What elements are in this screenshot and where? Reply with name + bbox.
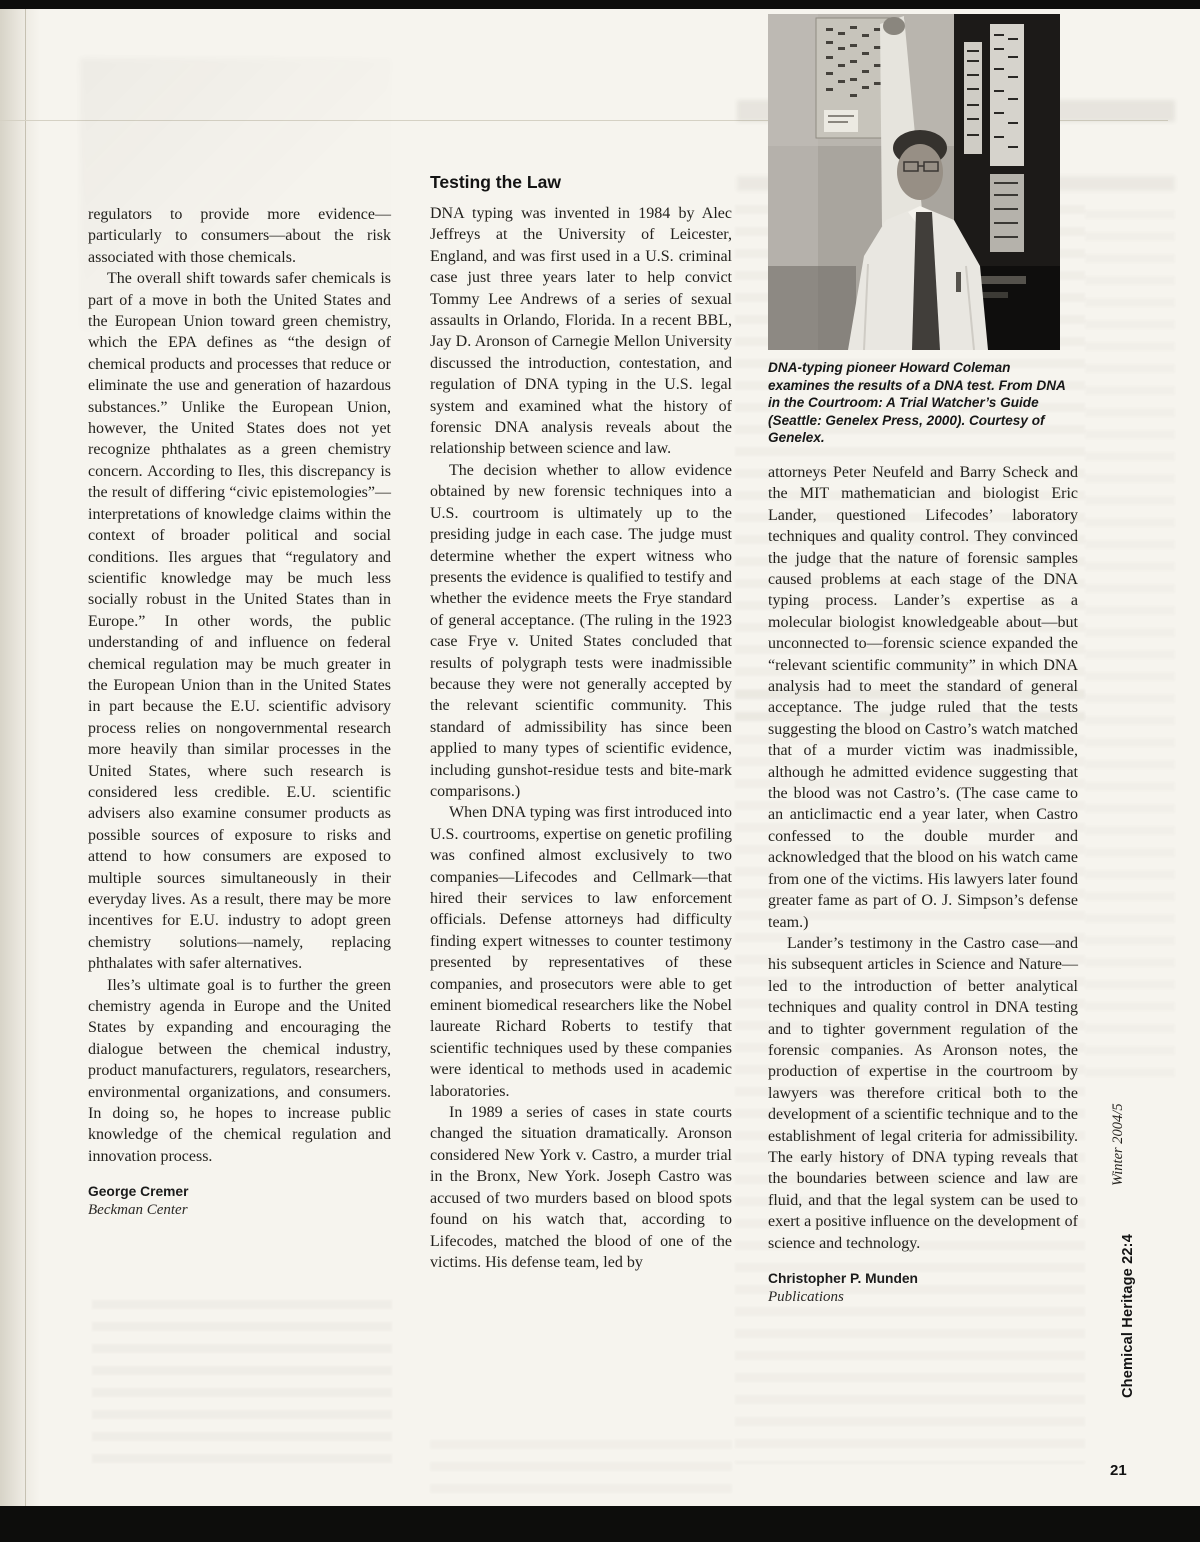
spine-shadow [0, 0, 40, 1542]
byline [768, 1270, 1078, 1306]
dna-photo-illustration [768, 14, 1060, 350]
right-column-body [768, 462, 1078, 1306]
bleed-through-ghost-bottom-mid [430, 1440, 732, 1500]
scan-edge-top [0, 0, 1200, 9]
article-paragraph: Iles’s ultimate goal is to further the green chemistry agenda in Europe and the United States by expanding and encouraging the dialogue between the chemical industry, product manufacturers, regulators, researchers, environmental organizations, and consumers. In doing so, he hopes to increase public knowledge of the chemical regulation and innovation process. [88, 976, 391, 1165]
byline-name: George Cremer [88, 1184, 189, 1200]
article-paragraph: DNA typing was invented in 1984 by Alec Jeffreys at the University of Leicester, England, and was first used in a U.S. criminal case just three years later to help convict Tommy Lee Andrews of a series of sexual assaults in Orlando, Florida. In a recent BBL, Jay D. Aronson of Carnegie Mellon University discussed the introduction, contestation, and regulation of DNA typing in the U.S. legal system and examined what the history of forensic DNA analysis reveals about the relationship between science and law. [430, 205, 732, 458]
byline [88, 1183, 391, 1219]
photo-caption: DNA-typing pioneer Howard Coleman examines the results of a DNA test. From DNA in the Courtroom: A Trial Watcher’s Guide (Seattle: Genelex Press, 2000). Courtesy of Genelex. [768, 360, 1066, 446]
article-paragraph: In 1989 a series of cases in state courts changed the situation dramatically. Aronson considered New York v. Castro, a murder trial in the Bronx, New York. Joseph Castro was accused of two murders based on blood spots found on his watch that, according to Lifecodes, matched the blood of one of the victims. His defense team, led by [430, 1104, 732, 1271]
article-paragraph: The overall shift towards safer chemicals is part of a move in both the United States and the European Union toward green chemistry, which the EPA defines as “the design of chemical products and processes that reduce or eliminate the use and generation of hazardous substances.” Unlike the European Union, however, the United States does not yet recognize phthalates as a green chemistry concern. According to Iles, this discrepancy is the result of differing “civic epistemologies”—interpretations of knowledge claims within the context of broader political and social conditions. Iles argues that “regulatory and scientific knowledge may be much less socially robust in the United States than in Europe.” In other words, the public understanding of and influence on federal chemical regulation may be much greater in the European Union than in the United States in part because the E.U. scientific advisory process relies on nongovernmental research more heavily than similar processes in the United States, where such research is considered less credible. E.U. scientific advisers also examine consumer products as possible sources of exposure to risks and attend to how consumers are exposed to multiple sources simultaneously in their everyday lives. As a result, there may be more incentives for E.U. industry to adopt green chemistry solutions—namely, replacing phthalates with safer alternatives. [88, 270, 391, 973]
page-number: 21 [1110, 1462, 1127, 1479]
middle-column [430, 172, 732, 1273]
byline-affiliation: Publications [768, 1289, 844, 1305]
scan-edge-bottom [0, 1506, 1200, 1542]
left-column [88, 204, 391, 1219]
article-paragraph: attorneys Peter Neufeld and Barry Scheck and the MIT mathematician and biologist Eric Lander, questioned Lifecodes’ laboratory techniques and quality control. They convinced the judge that the nature of forensic samples caused problems at each stage of the DNA typing process. Lander’s expertise as a molecular biologist knowledgeable about—but unconnected to—forensic science expanded the “relevant scientific community” in which DNA analysis had to meet the standard of general acceptance. The judge ruled that the tests suggesting the blood on Castro’s watch matched that of a murder victim was inadmissible, although he admitted evidence suggesting that the blood was not Castro’s. (The case came to an anticlimactic end a year later, when Castro confessed to the double murder and acknowledged that the blood on his watch came from one of the victims. His lawyers later found greater fame as part of O. J. Simpson’s defense team.) [768, 463, 1078, 931]
bleed-through-ghost-bottom-left [92, 1300, 392, 1468]
article-paragraph: The decision whether to allow evidence obtained by new forensic techniques into a U.S. courtroom is ultimately up to the presiding judge in each case. The judge must determine whether the expert witness who presents the evidence is qualified to testify and whether the evidence meets the Frye standard of general acceptance. (The ruling in the 1923 case Frye v. United States concluded that results of polygraph tests were inadmissible because they were not generally accepted by the relevant scientific community. This standard of admissibility has since been applied to many types of scientific evidence, including gunshot-residue tests and bite-mark comparisons.) [430, 461, 732, 800]
article-paragraph: Lander’s testimony in the Castro case—and his subsequent articles in Science and Nature—led to the introduction of better analytical techniques and quality control in DNA testing and to tighter government regulation of the forensic companies. As Aronson notes, the production of expertise in the courtroom by lawyers was therefore critical both to the development of a scientific technique and to the establishment of legal criteria for admissibility. The early history of DNA typing reveals that the boundaries between science and law are fluid, and that the legal system can be used to exert a positive influence on the development of science and technology. [768, 934, 1078, 1252]
byline-name: Christopher P. Munden [768, 1271, 918, 1286]
article-paragraph: regulators to provide more evidence—particularly to consumers—about the risk associated with those chemicals. [88, 206, 391, 266]
photo-figure [768, 14, 1078, 447]
bleed-through-ghost-margin [1085, 210, 1175, 1090]
spine-fold-line [25, 0, 26, 1542]
issue-date-vertical: Winter 2004/5 [1110, 1103, 1126, 1186]
article-title: Testing the Law [430, 172, 561, 192]
right-column [768, 14, 1078, 1306]
byline-affiliation: Beckman Center [88, 1202, 188, 1219]
article-paragraph: When DNA typing was first introduced into U.S. courtrooms, expertise on genetic profiling was confined almost exclusively to two companies—Lifecodes and Cellmark—that hired their services to law enforcement officials. Defense attorneys had difficulty finding expert witnesses to counter testimony presented by representatives of these companies, and prosecutors were able to get eminent biomedical researchers like the Nobel laureate Richard Roberts to testify that scientific techniques used by these companies were identical to methods used in academic laboratories. [430, 804, 732, 1100]
journal-title-vertical: Chemical Heritage 22:4 [1120, 1234, 1136, 1398]
